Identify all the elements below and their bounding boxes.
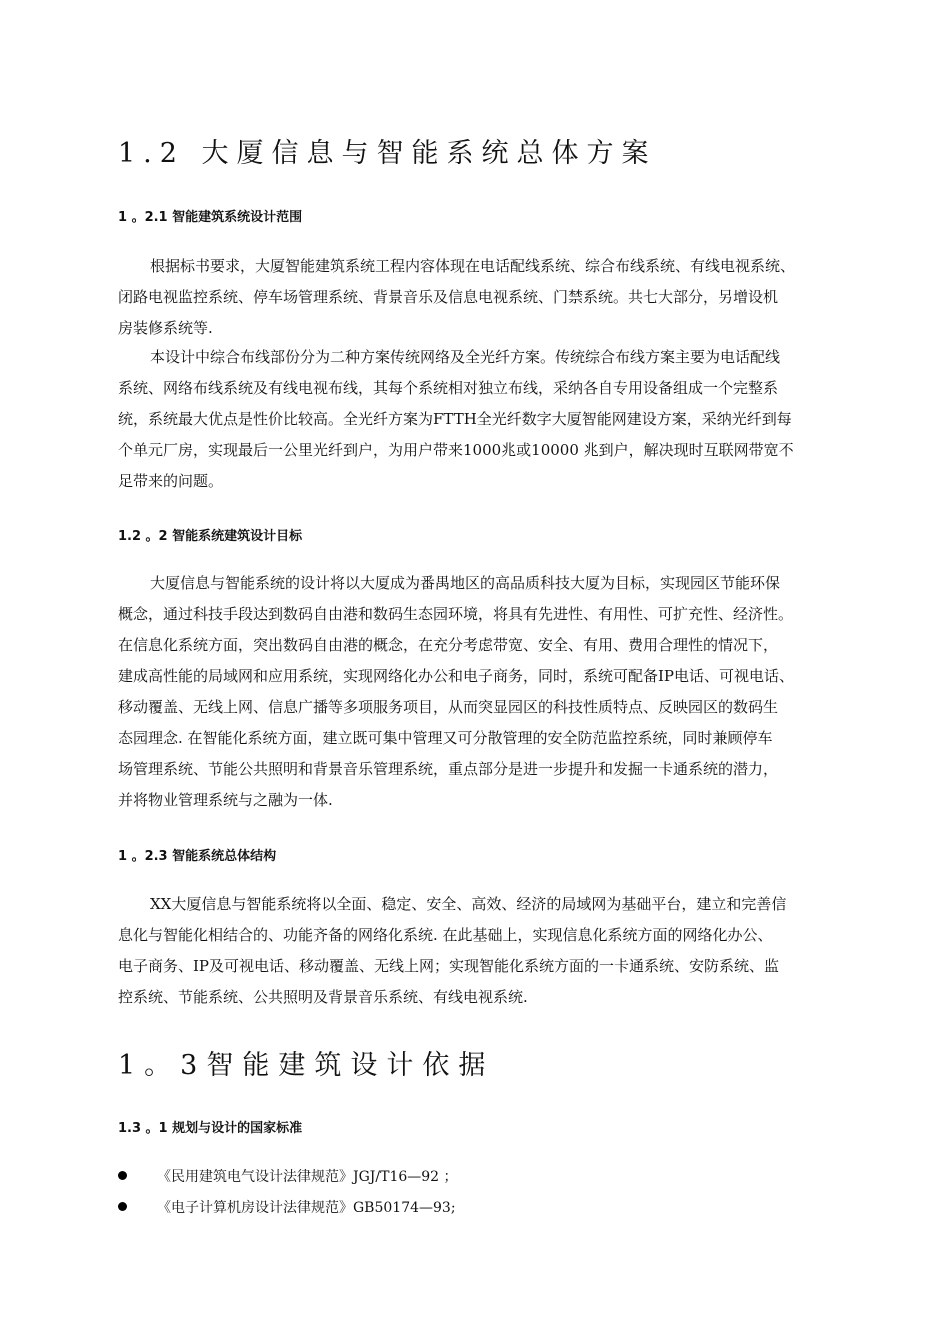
text-line: 场管理系统、节能公共照明和背景音乐管理系统，重点部分是进一步提升和发掘一卡通系统的潜力， <box>118 760 779 778</box>
text-line: XX大厦信息与智能系统将以全面、稳定、安全、高效、经济的局域网为基础平台，建立和完善信 <box>150 895 787 913</box>
text-line: 建成高性能的局域网和应用系统，实现网络化办公和电子商务，同时，系统可配备IP电话、可视电话、 <box>118 667 795 685</box>
paragraph-goals <box>118 568 873 816</box>
text-line: 息化与智能化相结合的、功能齐备的网络化系统. 在此基础上，实现信息化系统方面的网络化办公、 <box>118 926 773 944</box>
paragraph-scope-2 <box>118 342 873 497</box>
text-line: 本设计中综合布线部份分为二种方案传统网络及全光纤方案。传统综合布线方案主要为电话配线 <box>150 348 781 366</box>
paragraph-scope-1 <box>118 251 873 344</box>
bullet-icon <box>118 1171 127 1180</box>
subsection-heading-1-3-1: 1.3 。1 规划与设计的国家标准 <box>118 1121 303 1136</box>
text-line: 闭路电视监控系统、停车场管理系统、背景音乐及信息电视系统、门禁系统。共七大部分，另增设机 <box>118 288 779 306</box>
text-line: 系统、网络布线系统及有线电视布线，其每个系统相对独立布线，采纳各自专用设备组成一个完整系 <box>118 379 779 397</box>
bullet-text: 《民用建筑电气设计法律规范》JGJ/T16—92 ； <box>157 1169 458 1185</box>
text-line: 足带来的问题。 <box>118 472 224 490</box>
subsection-heading-1-2-2: 1.2 。2 智能系统建筑设计目标 <box>118 529 303 544</box>
text-line: 统，系统最大优点是性价比较高。全光纤方案为FTTH全光纤数字大厦智能网建设方案，采纳光纤到每 <box>118 410 792 428</box>
bullet-text: 《电子计算机房设计法律规范》GB50174—93; <box>157 1200 456 1216</box>
text-line: 概念，通过科技手段达到数码自由港和数码生态园环境，将具有先进性、有用性、可扩充性、经济性。 <box>118 605 794 623</box>
subsection-heading-1-2-3: 1 。2.3 智能系统总体结构 <box>118 849 277 864</box>
text-line: 控系统、节能系统、公共照明及背景音乐系统、有线电视系统. <box>118 988 528 1006</box>
section-title-1-3: 1。3智能建筑设计依据 <box>118 1050 495 1081</box>
section-title-1-2: 1.2 大厦信息与智能系统总体方案 <box>118 138 657 169</box>
text-line: 大厦信息与智能系统的设计将以大厦成为番禺地区的高品质科技大厦为目标，实现园区节能环保 <box>150 574 781 592</box>
subsection-heading-1-2-1: 1 。2.1 智能建筑系统设计范围 <box>118 210 303 225</box>
text-line: 在信息化系统方面，突出数码自由港的概念，在充分考虑带宽、安全、有用、费用合理性的情况下， <box>118 636 779 654</box>
paragraph-structure <box>118 889 873 1013</box>
bullet-icon <box>118 1202 127 1211</box>
text-line: 移动覆盖、无线上网、信息广播等多项服务项目，从而突显园区的科技性质特点、反映园区的数码生 <box>118 698 779 716</box>
bullet-item <box>118 1197 456 1217</box>
bullet-item <box>118 1166 458 1186</box>
text-line: 房装修系统等. <box>118 319 213 337</box>
text-line: 并将物业管理系统与之融为一体. <box>118 791 333 809</box>
text-line: 电子商务、IP及可视电话、移动覆盖、无线上网；实现智能化系统方面的一卡通系统、安防系统、监 <box>118 957 780 975</box>
text-line: 态园理念. 在智能化系统方面，建立既可集中管理又可分散管理的安全防范监控系统，同时兼顾停车 <box>118 729 773 747</box>
text-line: 个单元厂房，实现最后一公里光纤到户，为用户带来1000兆或10000 兆到户，解决现时互联网带宽不 <box>118 441 794 459</box>
text-line: 根据标书要求，大厦智能建筑系统工程内容体现在电话配线系统、综合布线系统、有线电视系统、 <box>150 257 796 275</box>
